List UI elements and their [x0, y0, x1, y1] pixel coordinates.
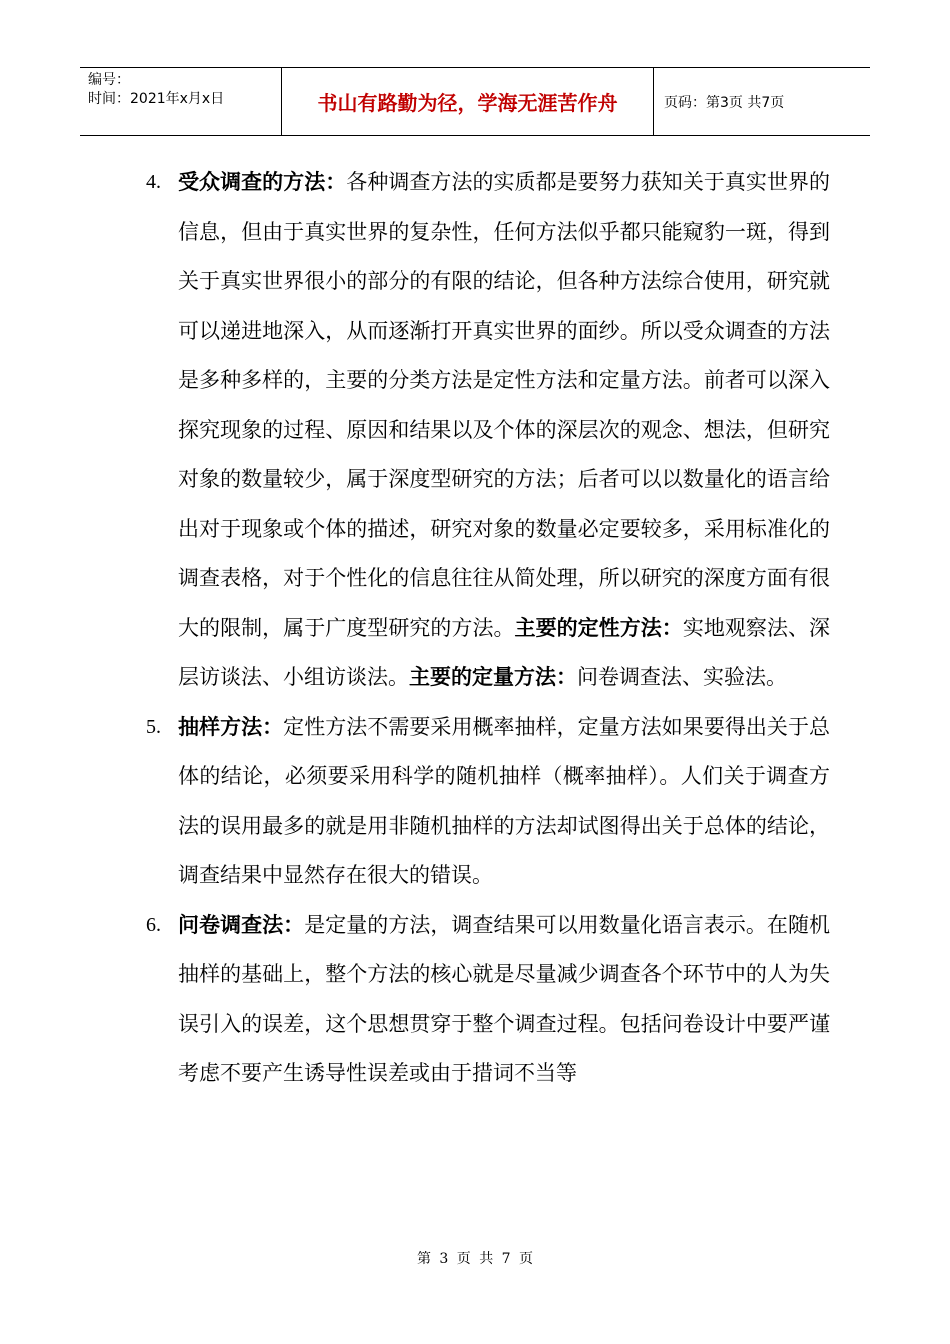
header-number-label: 编号： [88, 72, 130, 88]
header-date: 时间：2021年x月x日 [88, 91, 225, 107]
header-page-info: 页码：第3页 共7页 [664, 94, 785, 111]
item-text: 各种调查方法的实质都是要努力获知关于真实世界的信息，但由于真实世界的复杂性，任何方法似乎都只能窥豹一斑，得到关于真实世界很小的部分的有限的结论，但各种方法综合使用，研究就可以递进地深入，从而逐渐打开真实世界的面纱。所以受众调查的方法是多种多样的，主要的分类方法是定性方法和定量方法。前者可以深入探究现象的过程、原因和结果以及个体的深层次的观念、想法，但研究对象的数量较少，属于深度型研究的方法；后者可以以数量化的语言给出对于现象或个体的描述，研究对象的数量必定要较多，采用标准化的调查表格，对于个性化的信息往往从简处理，所以研究的深度方面有很大的限制，属于广度型研究的方法。 [178, 170, 831, 640]
header-page-cell [654, 68, 870, 135]
item-text: 定性方法不需要采用概率抽样，定量方法如果要得出关于总体的结论，必须要采用科学的随机抽样（概率抽样）。人们关于调查方法的误用最多的就是用非随机抽样的方法却试图得出关于总体的结论，调查结果中显然存在很大的错误。 [178, 714, 831, 887]
document-body [140, 158, 830, 1099]
header-meta-cell [80, 68, 282, 135]
item-title: 受众调查的方法： [178, 170, 347, 194]
item-number: 6. [146, 913, 161, 936]
list-item-5 [140, 703, 830, 901]
page-header [80, 67, 870, 136]
item-text-quantitative: 问卷调查法、实验法。 [577, 665, 787, 689]
list-item-4 [140, 158, 830, 703]
item-number: 4. [146, 171, 161, 193]
item-subheading-qualitative: 主要的定性方法： [514, 615, 683, 640]
page-footer: 第 3 页 共 7 页 [416, 1251, 534, 1267]
list-item-6 [140, 901, 830, 1099]
item-title: 问卷调查法： [178, 912, 305, 937]
item-number: 5. [146, 715, 161, 738]
item-subheading-quantitative: 主要的定量方法： [409, 665, 577, 689]
header-motto: 书山有路勤为径，学海无涯苦作舟 [317, 91, 618, 115]
header-motto-cell [282, 68, 654, 135]
item-title: 抽样方法： [178, 714, 284, 739]
item-text-qualitative: 实地观察法、深层访谈法、小组访谈法。 [178, 615, 831, 689]
item-text: 是定量的方法，调查结果可以用数量化语言表示。在随机抽样的基础上，整个方法的核心就是尽量减少调查各个环节中的人为失误引入的误差，这个思想贯穿于整个调查过程。包括问卷设计中要严谨考虑不要产生诱导性误差或由于措词不当等 [178, 912, 831, 1085]
